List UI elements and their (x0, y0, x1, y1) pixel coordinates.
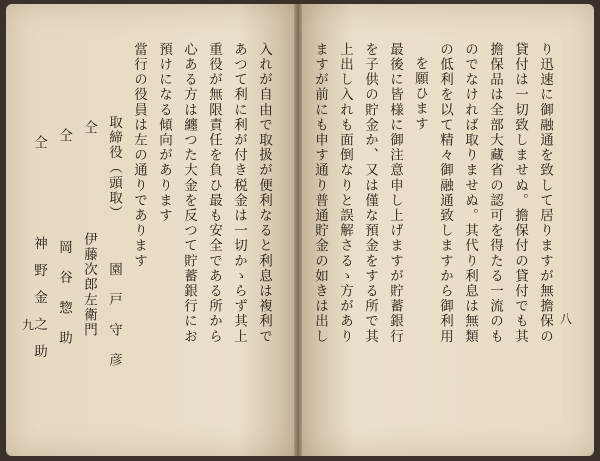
text-column: 最後に皆様に御注意申し上げますが貯蓄銀行 (387, 42, 403, 344)
officer-name: 園 戸 守 彦 (106, 262, 122, 368)
text-column: 擔保品は全部大藏省の認可を得たる一流のも (487, 42, 503, 344)
text-column: ますが前にも申す通り普通貯金の如きは出し (312, 42, 328, 344)
text-column: 重役が無限責任を負ひ最も安全である所から (206, 42, 222, 344)
left-page (6, 4, 296, 456)
text-column: のでなければ取りませぬ。其代り利息は無類 (462, 42, 478, 344)
officer-title: 仝 (56, 128, 72, 144)
text-column: を願ひます (412, 56, 428, 132)
text-column: の低利を以て精々御融通致しますから御利用 (437, 42, 453, 344)
officer-title: 仝 (81, 120, 97, 136)
text-column: を子供の貯金か、又は僅な預金をする所で其 (362, 42, 378, 344)
book-gutter (294, 4, 302, 456)
text-column: 入れが自由で取扱が便利なると利息は複利で (256, 42, 272, 344)
text-column: 心ある方は纏つた大金を反つて貯蓄銀行にお (181, 42, 197, 344)
officer-title: 仝 (31, 135, 47, 151)
officer-title: 取締役（頭取） (106, 115, 122, 221)
officer-name: 伊藤次郎左衛門 (81, 232, 97, 338)
text-column: 上出し入れも面倒なりと誤解さるゝ方があり (337, 42, 353, 344)
officer-name: 神 野 金 之 助 (31, 236, 47, 358)
page-number-right: 八 (560, 312, 573, 326)
officer-name: 岡 谷 惣 助 (56, 240, 72, 346)
text-column: 當行の役員は左の通りであります (131, 42, 147, 269)
text-column: あつて利に利が付き税金は一切かゝらず其上 (231, 42, 247, 344)
text-column: 貸付は一切致しませぬ。擔保付の貸付でも其 (512, 42, 528, 344)
text-column: り迅速に御融通を致して居りますが無擔保の (537, 42, 553, 344)
page-number-left: 九 (22, 318, 35, 332)
text-column: 預けになる傾向があります (156, 42, 172, 224)
